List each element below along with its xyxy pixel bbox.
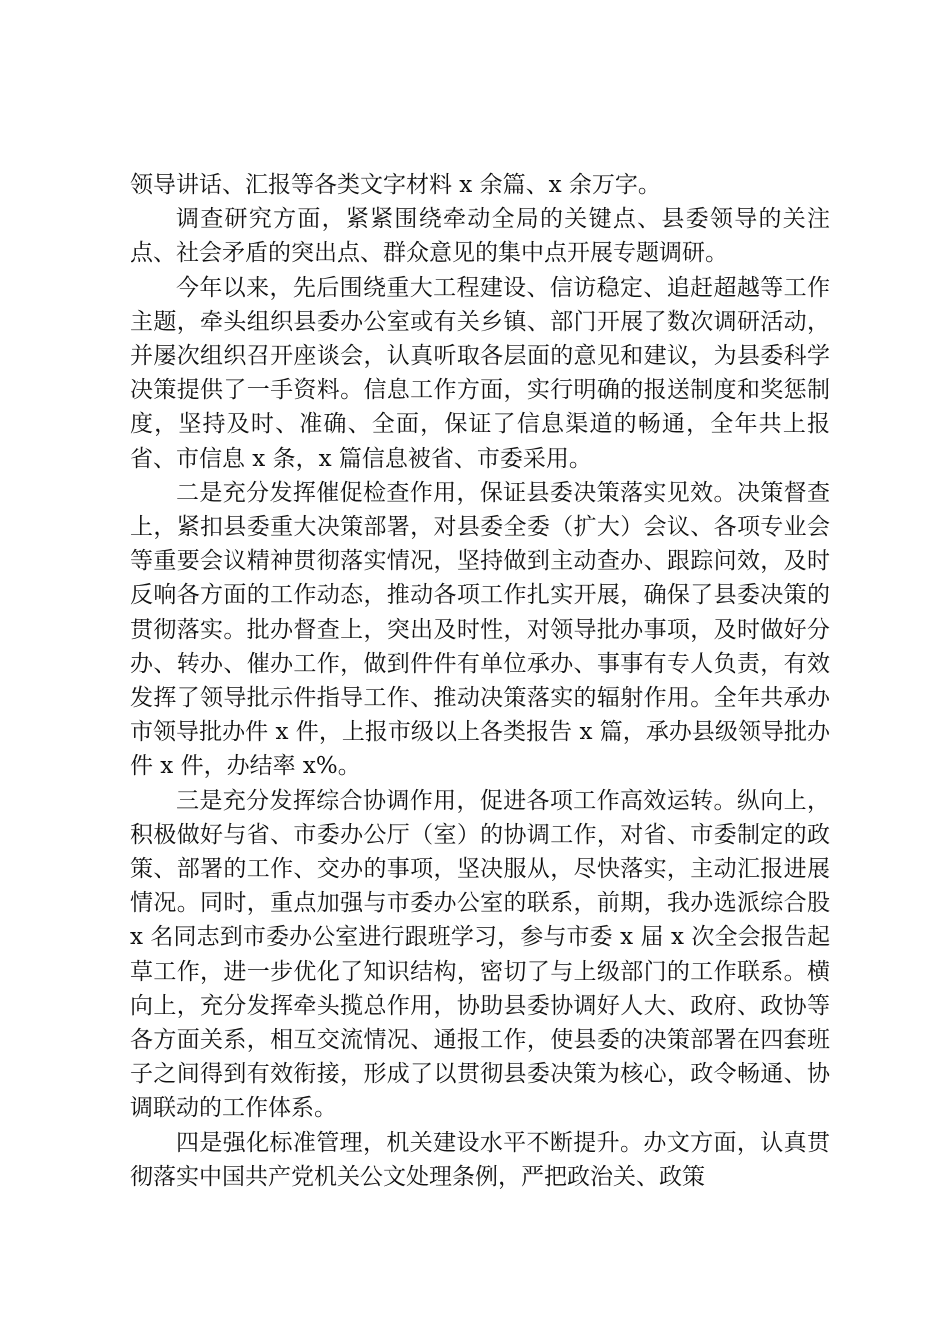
paragraph-continuation: 领导讲话、汇报等各类文字材料 x 余篇、x 余万字。 bbox=[130, 172, 661, 198]
document-body bbox=[130, 168, 830, 1194]
paragraph-supervision: 二是充分发挥催促检查作用，保证县委决策落实见效。决策督查上，紧扣县委重大决策部署，对县委全委（扩大）会议、各项专业会等重要会议精神贯彻落实情况，坚持做到主动查办、跟踪问效，及时反响各方面的工作动态，推动各项工作扎实开展，确保了县委决策的贯彻落实。批办督查上，突出及时性，对领导批办事项，及时做好分办、转办、催办工作，做到件件有单位承办、事事有专人负责，有效发挥了领导批示件指导工作、推动决策落实的辐射作用。全年共承办市领导批办件 x 件，上报市级以上各类报告 x 篇，承办县级领导批办件 x 件，办结率 x%。 bbox=[130, 479, 830, 780]
paragraph-standards: 四是强化标准管理，机关建设水平不断提升。办文方面，认真贯彻落实中国共产党机关公文处理条例，严把政治关、政策 bbox=[130, 1129, 830, 1190]
paragraph-coordination: 三是充分发挥综合协调作用，促进各项工作高效运转。纵向上，积极做好与省、市委办公厅（室）的协调工作，对省、市委制定的政策、部署的工作、交办的事项，坚决服从，尽快落实，主动汇报进展情况。同时，重点加强与市委办公室的联系，前期，我办选派综合股 x 名同志到市委办公室进行跟班学习，参与市委 x 届 x 次全会报告起草工作，进一步优化了知识结构，密切了与上级部门的工作联系。横向上，充分发挥牵头揽总作用，协助县委协调好人大、政府、政协等各方面关系，相互交流情况、通报工作，使县委的决策部署在四套班子之间得到有效衔接，形成了以贯彻县委决策为核心，政令畅通、协调联动的工作体系。 bbox=[130, 787, 830, 1122]
paragraph-investigation: 今年以来，先后围绕重大工程建设、信访稳定、追赶超越等工作主题，牵头组织县委办公室或有关乡镇、部门开展了数次调研活动，并屡次组织召开座谈会，认真听取各层面的意见和建议，为县委科学决策提供了一手资料。信息工作方面，实行明确的报送制度和奖惩制度，坚持及时、准确、全面，保证了信息渠道的畅通，全年共上报省、市信息 x 条，x 篇信息被省、市委采用。 bbox=[130, 274, 830, 472]
paragraph-research: 调查研究方面，紧紧围绕牵动全局的关键点、县委领导的关注点、社会矛盾的突出点、群众意见的集中点开展专题调研。 bbox=[130, 206, 830, 267]
